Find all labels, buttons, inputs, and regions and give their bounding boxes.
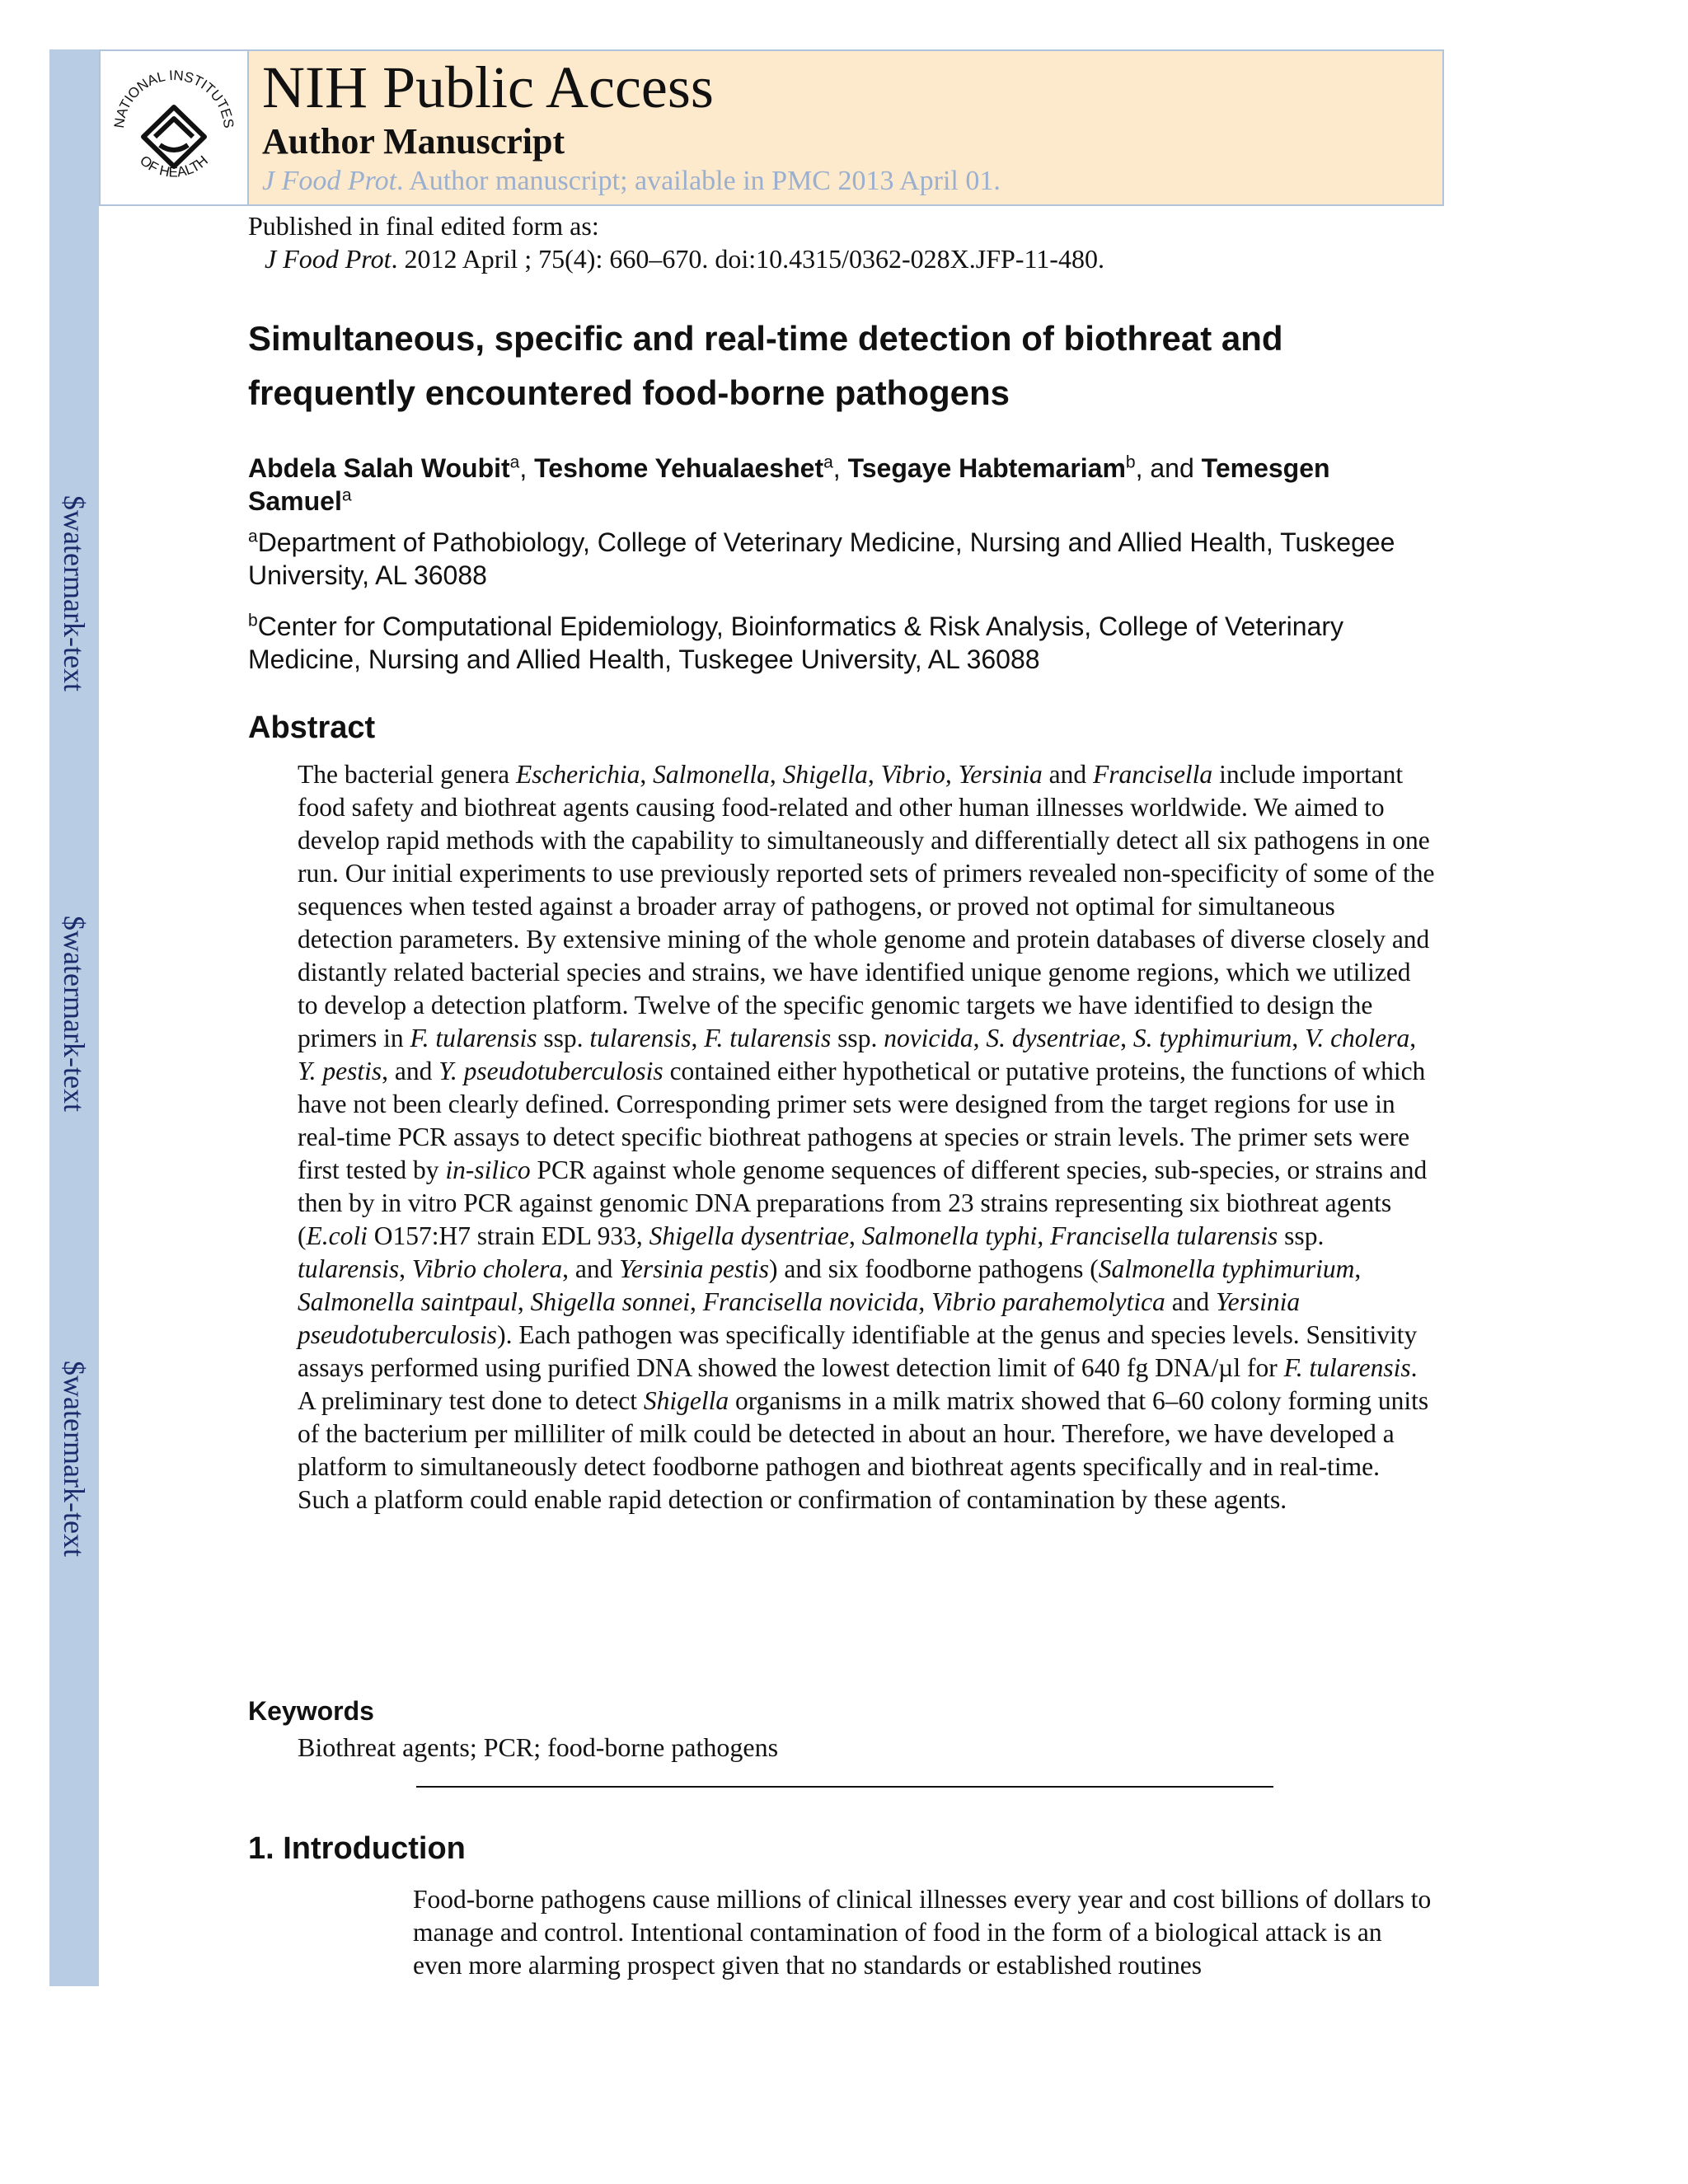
abstract-segment: PCR against whole genome sequences of different species, sub-species, or strains and then by in vitro PCR against genomic DNA preparations from 23 strains representing six biothreat agents (: [298, 1155, 1428, 1250]
italic-term: F. tularensis: [1283, 1353, 1411, 1382]
italic-term: novicida: [884, 1024, 973, 1052]
abstract-segment: include important food safety and biothreat agents causing food-related and other human illnesses worldwide. We aimed to develop rapid methods with the capability to simultaneously and differentially detect all six pathogens in one run. Our initial experiments to use previously reported sets of primers revealed non-specificity of some of the sequences when tested against a broader array of pathogens, or proved not optimal for simultaneous detection parameters. By extensive mining of the whole genome and protein databases of diverse closely and distantly related bacterial species and strains, we have identified unique genome regions, which we utilized to develop a detection platform. Twelve of the specific genomic targets we have identified to design the primers in: [298, 760, 1435, 1052]
abstract-segment: and: [1165, 1287, 1217, 1316]
italic-term: E.coli: [306, 1221, 368, 1250]
abstract-heading: Abstract: [248, 710, 376, 745]
abstract-segment: ). Each pathogen was specifically identifiable at the genus and species levels. Sensitivity assays performed using purified DNA showed the lowest detection limit of 640 fg DNA/µl for: [298, 1320, 1418, 1382]
author-manuscript-label: Author Manuscript: [262, 121, 565, 162]
watermark-3: $watermark-text: [58, 1361, 91, 1557]
italic-term: tularensis: [298, 1254, 400, 1283]
author-affiliation-mark: b: [1125, 452, 1136, 472]
availability-text: . Author manuscript; available in PMC 2013 April 01.: [396, 166, 1001, 196]
italic-term: F. tularensis: [704, 1024, 832, 1052]
abstract-segment: The bacterial genera: [298, 760, 516, 789]
italic-term: S. typhimurium: [1132, 1024, 1292, 1052]
affiliation-text: Center for Computational Epidemiology, Bioinformatics & Risk Analysis, College of Veterinary Medicine, Nursing and Allied Health, Tuskegee University, AL 36088: [248, 612, 1344, 674]
italic-term: Shigella: [643, 1386, 729, 1415]
affiliation-mark: b: [248, 611, 258, 630]
abstract-segment: ,: [848, 1221, 862, 1250]
italic-term: tularensis: [589, 1024, 692, 1052]
author-name: Tsegaye Habtemariam: [847, 453, 1126, 483]
italic-term: Salmonella: [653, 760, 770, 789]
italic-term: F. tularensis: [410, 1024, 537, 1052]
svg-text:OF HEALTH: OF HEALTH: [137, 152, 211, 180]
abstract-segment: ,: [689, 1287, 703, 1316]
italic-term: Salmonella typhimurium: [1098, 1254, 1355, 1283]
nih-logo-icon: [106, 58, 242, 198]
italic-term: Francisella tularensis: [1050, 1221, 1278, 1250]
abstract-segment: ) and six foodborne pathogens (: [768, 1254, 1099, 1283]
keywords-text: Biothreat agents; PCR; food-borne pathogens: [298, 1732, 779, 1762]
citation-journal: J Food Prot: [265, 244, 392, 274]
abstract-segment: ,: [867, 760, 881, 789]
affiliation-b: [248, 610, 1435, 676]
italic-term: S. dysentriae: [986, 1024, 1121, 1052]
italic-term: Salmonella typhi: [861, 1221, 1038, 1250]
abstract-segment: , and: [382, 1057, 439, 1085]
italic-term: Vibrio cholera: [411, 1254, 563, 1283]
abstract-segment: ,: [1120, 1024, 1133, 1052]
abstract-segment: O157:H7 strain EDL 933,: [367, 1221, 649, 1250]
nih-public-access-title: NIH Public Access: [262, 54, 714, 120]
abstract-segment: ,: [517, 1287, 531, 1316]
abstract-segment: ,: [973, 1024, 987, 1052]
availability-line: [262, 163, 1001, 199]
svg-text:NATIONAL INSTITUTES: NATIONAL INSTITUTES: [110, 67, 237, 129]
abstract-segment: ,: [399, 1254, 412, 1283]
section-divider: [416, 1786, 1273, 1788]
keywords-heading: Keywords: [248, 1696, 374, 1726]
abstract-text: [298, 758, 1435, 1516]
published-label: Published in final edited form as:: [248, 211, 599, 241]
introduction-text: Food-borne pathogens cause millions of clinical illnesses every year and cost billions of dollars to manage and control. Intentional contamination of food in the form of a biological attack is an even more alarming prospect given that no standards or established routines: [413, 1885, 1432, 1980]
abstract-segment: ssp.: [537, 1024, 590, 1052]
italic-term: Salmonella saintpaul: [298, 1287, 518, 1316]
abstract-segment: ,: [1292, 1024, 1306, 1052]
author-affiliation-mark: a: [509, 452, 520, 472]
author-affiliation-mark: a: [823, 452, 833, 472]
italic-term: Francisella novicida: [702, 1287, 919, 1316]
author-name: Abdela Salah Woubit: [248, 453, 510, 483]
italic-term: V. cholera: [1305, 1024, 1410, 1052]
abstract-segment: and: [1042, 760, 1093, 789]
abstract-segment: , and: [562, 1254, 620, 1283]
italic-term: Yersinia pseudotuberculosis: [298, 1287, 1301, 1349]
abstract-segment: organisms in a milk matrix showed that 6–60 colony forming units of the bacterium per milliliter of milk could be detected in about an hour. Therefore, we have developed a platform to simultaneously detect foodborne pathogen and biothreat agents specifically and in real-time. Such a platform could enable rapid detection or confirmation of contamination by these agents.: [298, 1386, 1429, 1514]
citation-text: . 2012 April ; 75(4): 660–670. doi:10.4315/0362-028X.JFP-11-480.: [391, 244, 1104, 274]
citation-line: [265, 242, 1104, 275]
italic-term: Shigella: [782, 760, 868, 789]
affiliation-text: Department of Pathobiology, College of Veterinary Medicine, Nursing and Allied Health, Tuskegee University, AL 36088: [248, 527, 1395, 590]
italic-term: Escherichia: [515, 760, 640, 789]
affiliation-mark: a: [248, 527, 258, 546]
italic-term: Vibrio, Yersinia: [880, 760, 1043, 789]
abstract-segment: ,: [918, 1287, 932, 1316]
article-title: Simultaneous, specific and real-time detection of biothreat and frequently encountered food-borne pathogens: [248, 319, 1283, 412]
author-affiliation-mark: a: [341, 485, 352, 505]
watermark-2: $watermark-text: [58, 916, 91, 1112]
abstract-segment: ,: [691, 1024, 705, 1052]
nih-header: [99, 49, 1444, 206]
italic-term: Vibrio parahemolytica: [931, 1287, 1165, 1316]
italic-term: in-silico: [445, 1155, 531, 1184]
author-name: Teshome Yehualaeshet: [534, 453, 824, 483]
affiliation-a: [248, 526, 1435, 592]
abstract-segment: ,: [1409, 1024, 1417, 1052]
journal-name: J Food Prot: [262, 166, 397, 196]
introduction-heading: 1. Introduction: [248, 1831, 466, 1866]
italic-term: Y. pseudotuberculosis: [438, 1057, 663, 1085]
nih-logo: [101, 51, 249, 204]
italic-term: Yersinia pestis: [619, 1254, 769, 1283]
italic-term: Y. pestis: [298, 1057, 382, 1085]
italic-term: Shigella sonnei: [530, 1287, 690, 1316]
author-name: Temesgen Samuel: [248, 453, 1330, 516]
abstract-segment: ssp.: [1278, 1221, 1325, 1250]
italic-term: Shigella dysentriae: [649, 1221, 849, 1250]
watermark-1: $watermark-text: [58, 495, 91, 691]
abstract-segment: . A preliminary test done to detect: [298, 1353, 1418, 1415]
author-list: Abdela Salah Woubit$^a$, Teshome Yehualaeshet$^a$, Tsegaye Habtemariam$^b$, and Temesgen Samuel$^a$: [248, 452, 1330, 516]
abstract-segment: ,: [1354, 1254, 1362, 1283]
abstract-segment: ssp.: [831, 1024, 884, 1052]
abstract-segment: contained either hypothetical or putative proteins, the functions of which have not been clearly defined. Corresponding primer sets were designed from the target regions for use in real-time PCR assays to detect specific biothreat pathogens at species or strain levels. The primer sets were first tested by: [298, 1057, 1426, 1184]
abstract-segment: ,: [1037, 1221, 1051, 1250]
italic-term: Francisella: [1092, 760, 1213, 789]
abstract-segment: ,: [640, 760, 654, 789]
abstract-segment: ,: [769, 760, 783, 789]
